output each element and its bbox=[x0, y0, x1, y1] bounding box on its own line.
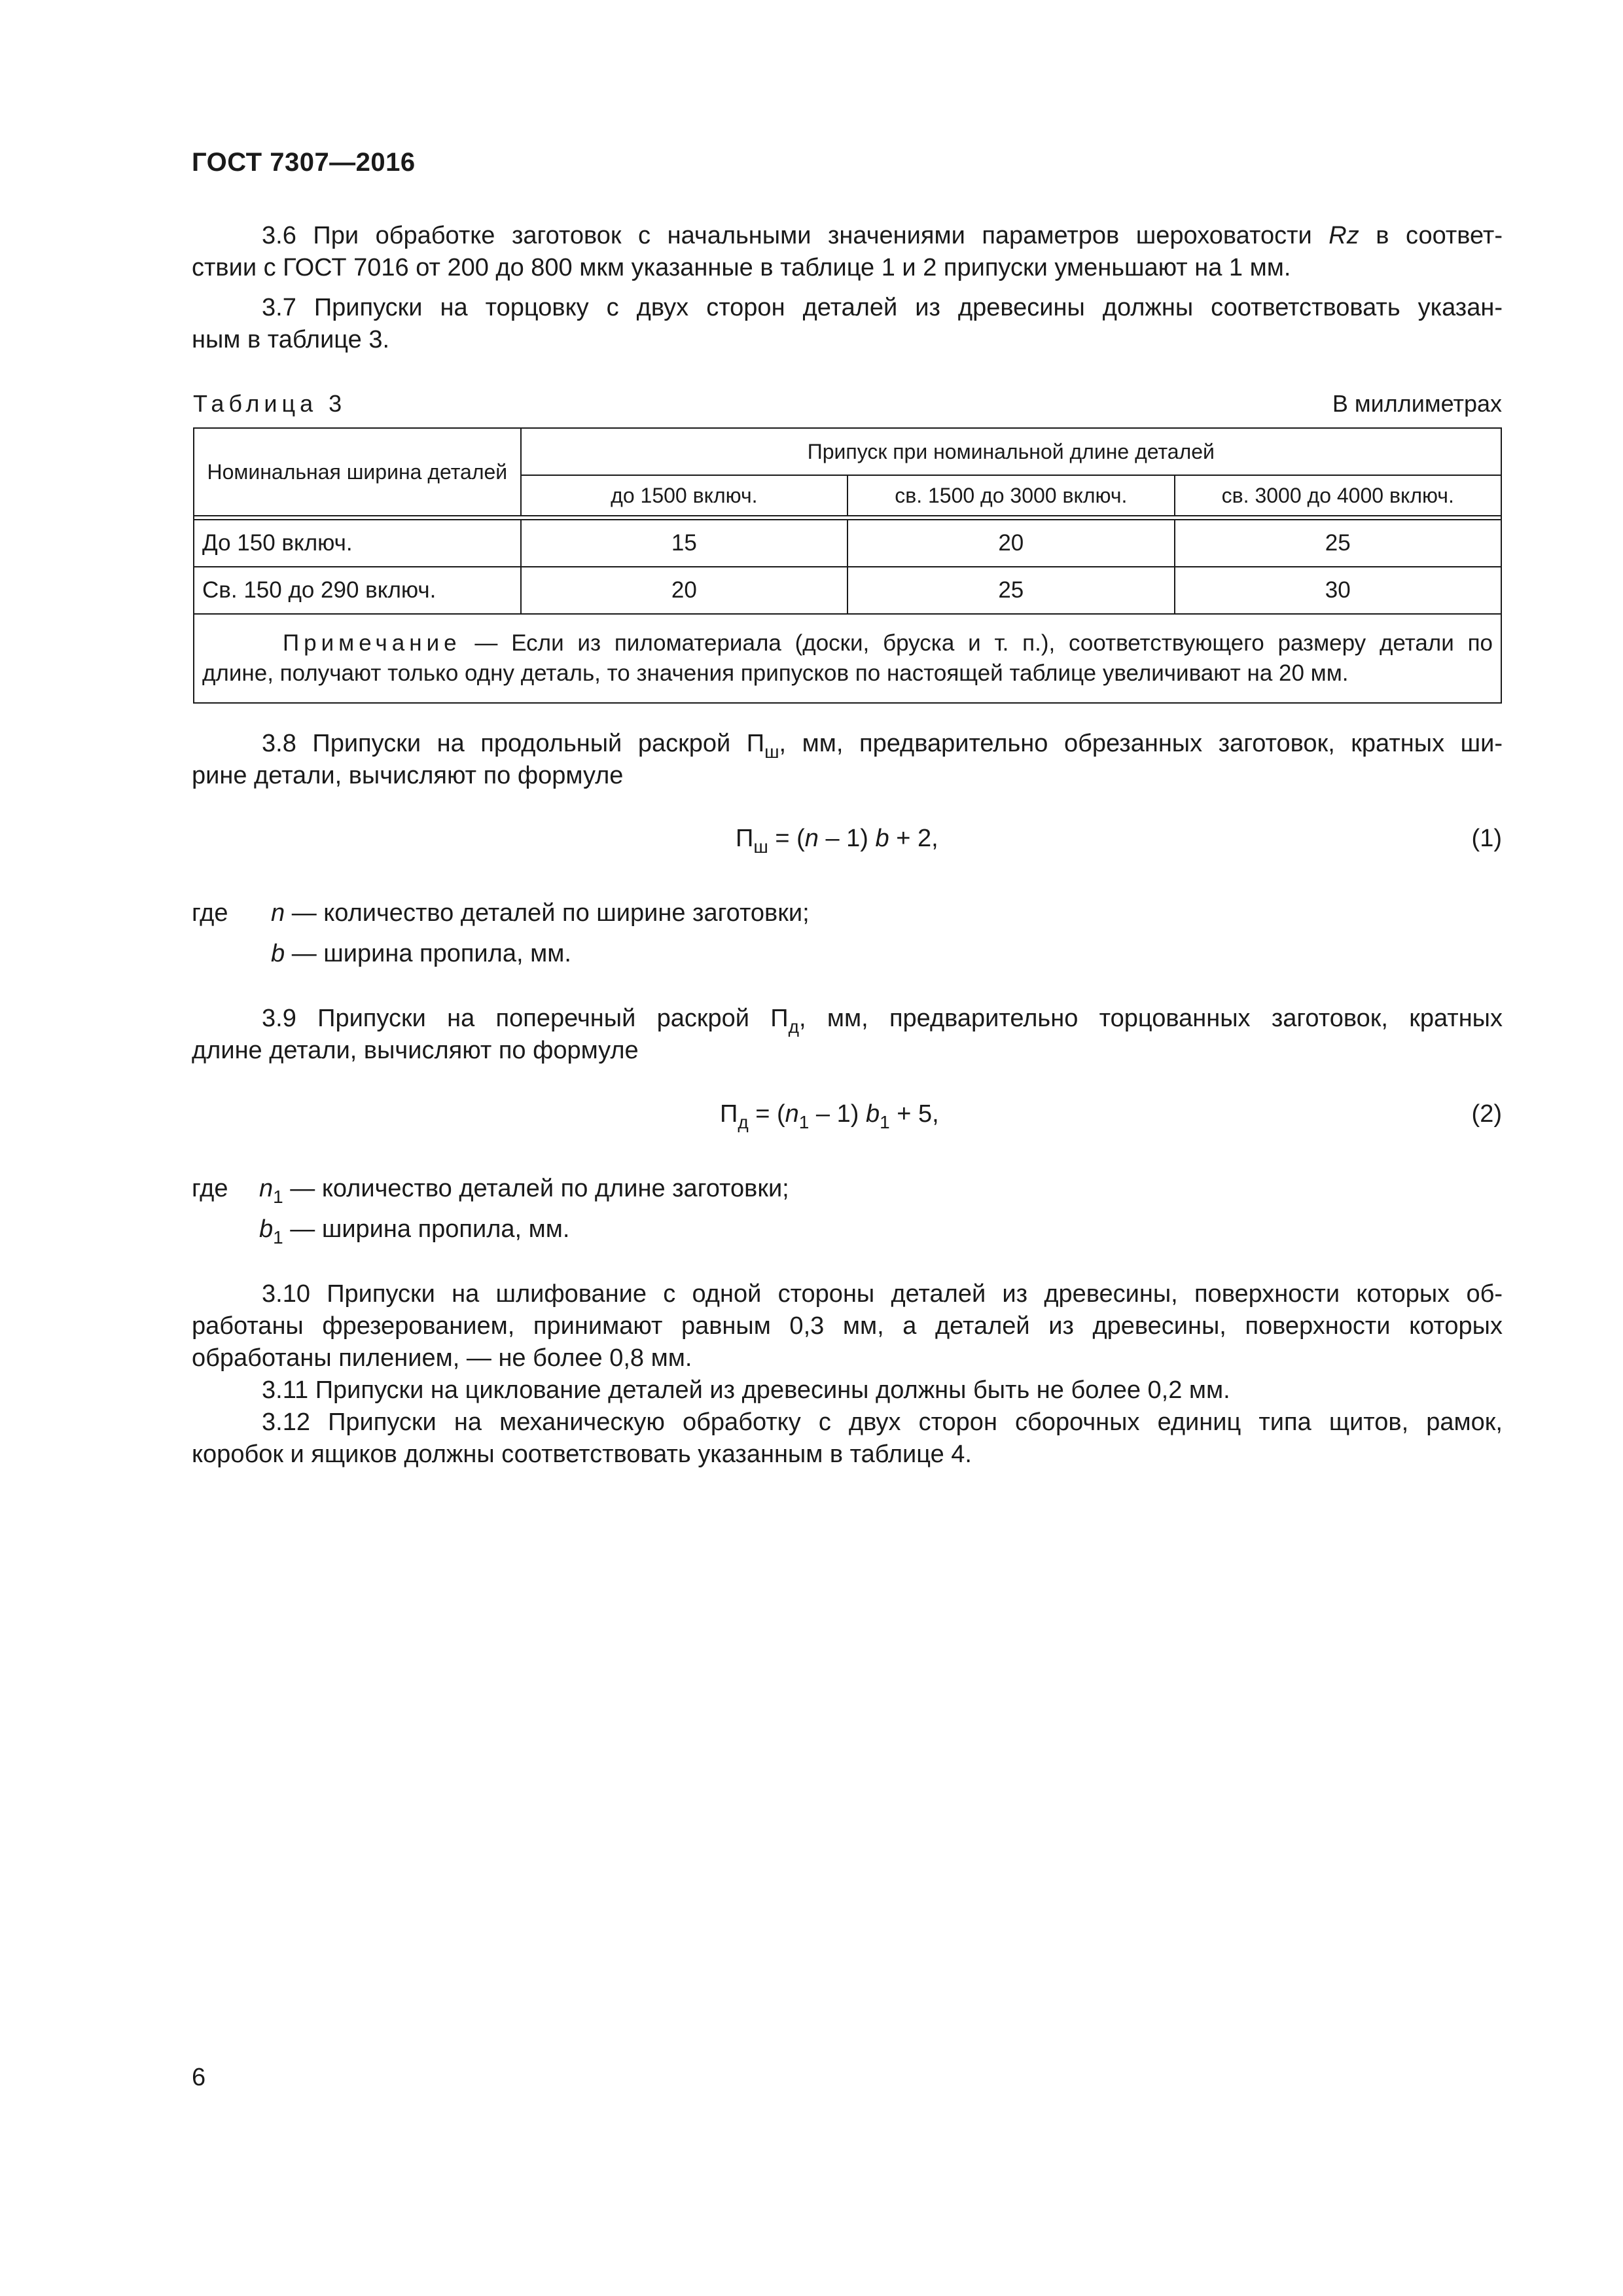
table-caption: Таблица 3 bbox=[193, 390, 347, 417]
table-3 bbox=[193, 427, 1502, 704]
paragraph-3-7 bbox=[192, 292, 1503, 356]
text: в соответ- bbox=[1359, 222, 1503, 249]
var-n1: n bbox=[259, 1175, 274, 1202]
where-item bbox=[271, 940, 571, 968]
text: + 2, bbox=[889, 825, 938, 852]
text: — количество деталей по ширине заготовки; bbox=[285, 899, 810, 927]
equation-number-2: (2) bbox=[1471, 1100, 1502, 1128]
subscript: ш bbox=[764, 742, 779, 762]
text: – 1) bbox=[809, 1100, 866, 1128]
cell-value: 25 bbox=[847, 567, 1174, 614]
subscript: 1 bbox=[880, 1112, 890, 1132]
document-header: ГОСТ 7307—2016 bbox=[192, 148, 416, 177]
paragraph-3-10 bbox=[192, 1278, 1503, 1374]
text: – 1) bbox=[818, 825, 876, 852]
sub-header: св. 1500 до 3000 включ. bbox=[847, 475, 1174, 516]
page-number: 6 bbox=[192, 2064, 206, 2091]
where-item bbox=[259, 1215, 570, 1247]
table-row bbox=[194, 567, 1501, 614]
where-label: где bbox=[192, 899, 228, 927]
text: 3.7 Припуски на торцовку с двух сторон деталей из древесины должны соответствовать указан- bbox=[262, 294, 1503, 321]
text: П bbox=[736, 825, 754, 852]
table-units: В миллиметрах bbox=[1332, 390, 1502, 417]
table-row bbox=[194, 520, 1501, 567]
col-header-width: Номинальная ширина деталей bbox=[194, 428, 521, 516]
text: — количество деталей по длине заготовки; bbox=[283, 1175, 789, 1202]
row-label: Св. 150 до 290 включ. bbox=[194, 567, 521, 614]
cell-value: 15 bbox=[521, 520, 847, 567]
text: 3.11 Припуски на циклование деталей из древесины должны быть не более 0,2 мм. bbox=[262, 1376, 1230, 1404]
text: обработаны пилением, — не более 0,8 мм. bbox=[192, 1344, 692, 1372]
where-label: где bbox=[192, 1175, 228, 1202]
rz-symbol: Rz bbox=[1329, 222, 1359, 249]
var-b: b bbox=[875, 825, 889, 852]
var-n: n bbox=[804, 825, 819, 852]
subscript: 1 bbox=[273, 1187, 283, 1207]
formula-1 bbox=[736, 825, 938, 857]
note-label: Примечание bbox=[283, 630, 461, 656]
where-item bbox=[271, 899, 810, 927]
where-item bbox=[259, 1175, 789, 1207]
text: рине детали, вычисляют по формуле bbox=[192, 762, 624, 789]
text: работаны фрезерованием, принимают равным 0,3 мм, а деталей из древесины, поверхности которых bbox=[192, 1312, 1503, 1340]
paragraph-3-8 bbox=[192, 728, 1503, 792]
var-b: b bbox=[865, 1100, 880, 1128]
var-b1: b bbox=[259, 1215, 274, 1243]
table-note bbox=[194, 614, 1501, 703]
text: — Если из пиломатериала (доски, бруска и т. п.), соответствующего размеру детали по bbox=[461, 630, 1493, 656]
text: + 5, bbox=[889, 1100, 939, 1128]
cell-value: 25 bbox=[1175, 520, 1501, 567]
text: = ( bbox=[768, 825, 805, 852]
text: , мм, предварительно торцованных заготовок, кратных bbox=[798, 1005, 1503, 1032]
text: ствии с ГОСТ 7016 от 200 до 800 мкм указанные в таблице 1 и 2 припуски уменьшают на 1 мм. bbox=[192, 254, 1291, 281]
text: 3.8 Припуски на продольный раскрой П bbox=[262, 730, 765, 757]
text: 3.6 При обработке заготовок с начальными значениями параметров шероховатости bbox=[262, 222, 1329, 249]
note-cell bbox=[194, 614, 1501, 703]
text: длине детали, вычисляют по формуле bbox=[192, 1037, 639, 1064]
var-b: b bbox=[271, 940, 285, 967]
paragraph-3-11 bbox=[192, 1374, 1503, 1407]
var-n: n bbox=[271, 899, 285, 927]
sub-header: св. 3000 до 4000 включ. bbox=[1175, 475, 1501, 516]
text: , мм, предварительно обрезанных заготовок, кратных ши- bbox=[779, 730, 1503, 757]
text: ным в таблице 3. bbox=[192, 326, 390, 353]
text: П bbox=[720, 1100, 738, 1128]
text: 3.12 Припуски на механическую обработку с двух сторон сборочных единиц типа щитов, рамок, bbox=[262, 1408, 1503, 1436]
subscript: 1 bbox=[798, 1112, 810, 1132]
text: 3.10 Припуски на шлифование с одной стороны деталей из древесины, поверхности которых об- bbox=[262, 1280, 1503, 1308]
paragraph-3-6 bbox=[192, 220, 1503, 284]
subscript: 1 bbox=[273, 1227, 283, 1247]
cell-value: 20 bbox=[521, 567, 847, 614]
paragraph-3-12 bbox=[192, 1407, 1503, 1471]
row-label: До 150 включ. bbox=[194, 520, 521, 567]
text: коробок и ящиков должны соответствовать указанным в таблице 4. bbox=[192, 1441, 972, 1468]
text: 3.9 Припуски на поперечный раскрой П bbox=[262, 1005, 789, 1032]
text: = ( bbox=[748, 1100, 785, 1128]
equation-number-1: (1) bbox=[1471, 825, 1502, 852]
subscript: д bbox=[788, 1016, 799, 1037]
sub-header: до 1500 включ. bbox=[521, 475, 847, 516]
formula-2 bbox=[720, 1100, 939, 1132]
text: длине, получают только одну деталь, то значения припусков по настоящей таблице увеличивают на 20 мм. bbox=[202, 660, 1349, 686]
group-header: Припуск при номинальной длине деталей bbox=[521, 428, 1501, 475]
subscript: ш bbox=[753, 836, 768, 857]
var-n: n bbox=[785, 1100, 799, 1128]
subscript: д bbox=[738, 1112, 749, 1132]
cell-value: 30 bbox=[1175, 567, 1501, 614]
paragraph-3-9 bbox=[192, 1003, 1503, 1067]
text: — ширина пропила, мм. bbox=[285, 940, 571, 967]
cell-value: 20 bbox=[847, 520, 1174, 567]
text: — ширина пропила, мм. bbox=[283, 1215, 570, 1243]
